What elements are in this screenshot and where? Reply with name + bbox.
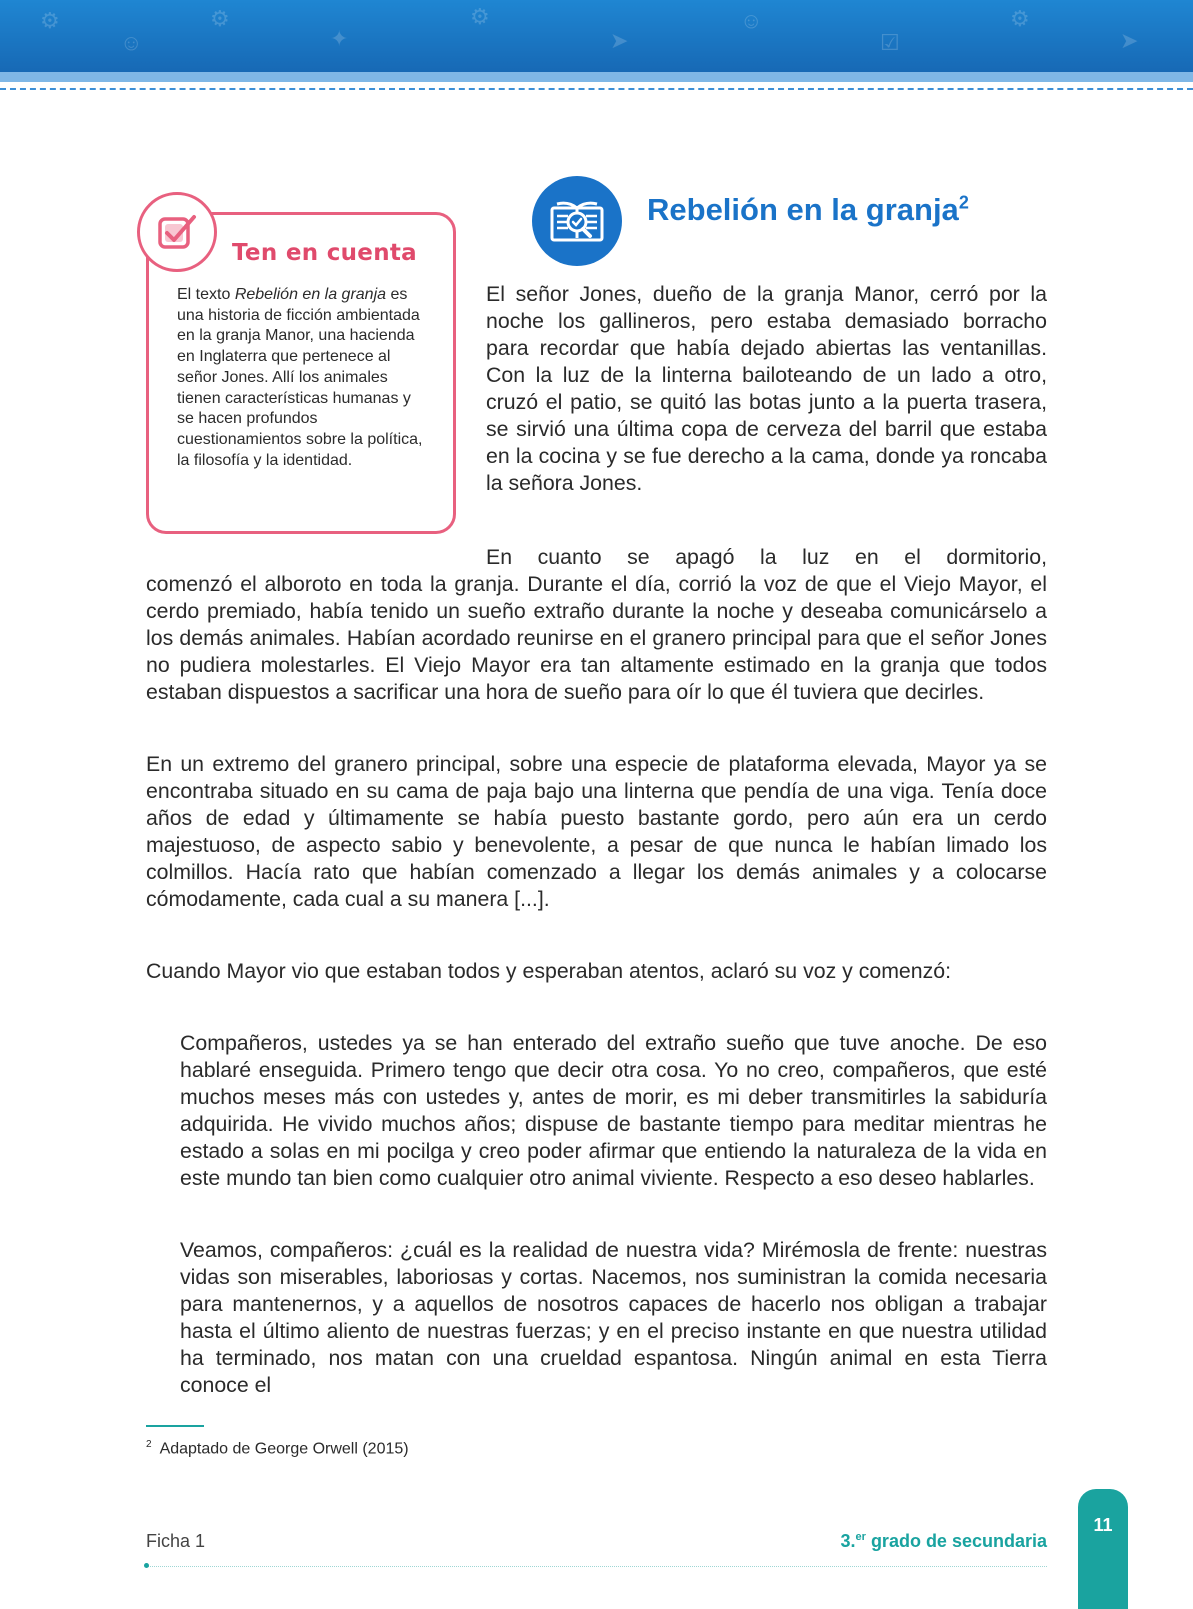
bulb-icon: ✦ bbox=[330, 26, 349, 51]
page-number: 11 bbox=[1093, 1515, 1113, 1535]
quote-paragraph-2: Veamos, compañeros: ¿cuál es la realidad de nuestra vida? Mirémosla de frente: nuestras vidas son miserables, laboriosas y cortas. Nacemos, nos suministran la comida necesaria para mantenernos, y a aquellos de nosotros capaces de hacerlo nos obligan a trabajar hasta el último aliento de nuestras fuerzas; y en el preciso instante en que nuestra utilidad ha terminado, nos matan con una crueldad espantosa. Ningún animal en esta Tierra conoce el bbox=[180, 1238, 1047, 1397]
paragraph-3: En un extremo del granero principal, sobre una especie de plataforma elevada, Mayor ya se encontraba situado en su cama de paja bajo una linterna que pendía de una viga. Tenía doce años de edad y últimamente se había puesto bastante gordo, pero aún era un cerdo majestuoso, de aspecto sabio y benevolente, a pesar de que nunca le habían limado los colmillos. Hacía rato que habían comenzado a llegar los demás animales y a colocarse cómodamente, cada cual a su manera [...]. bbox=[146, 752, 1047, 911]
paragraph-2-first-line: En cuanto se apagó la luz en el dormitorio, bbox=[486, 545, 1047, 569]
book-icon bbox=[532, 176, 622, 266]
smiley-icon: ☺ bbox=[120, 30, 143, 55]
checkbox-icon: ☑ bbox=[880, 30, 900, 55]
footnote-rule bbox=[146, 1425, 204, 1427]
paragraph-2: comenzó el alboroto en toda la granja. Durante el día, corrió la voz de que el Viejo Mayor, el cerdo premiado, había tenido un sueño extraño durante la noche y deseaba comunicárselo a los demás animales. Habían acordado reunirse en el granero principal para que el señor Jones no pudiera molestarles. El Viejo Mayor era tan altamente estimado en la granja que todos estaban dispuestos a sacrificar una hora de sueño para oír lo que él tuviera que decirles. bbox=[146, 572, 1047, 704]
smiley-icon: ☺ bbox=[740, 8, 763, 33]
gear-icon: ⚙ bbox=[210, 6, 230, 31]
page-number-tab bbox=[1078, 1489, 1128, 1609]
gear-icon: ⚙ bbox=[40, 8, 60, 33]
reading-title: Rebelión en la granja$^2$ bbox=[647, 192, 969, 227]
note-text: El texto Rebelión en la granja es una historia de ficción ambientada en la granja Manor, una hacienda en Inglaterra que pertenece al señor Jones. Allí los animales tienen características humanas y se hacen profundos cuestionamientos sobre la política, la filosofía y la identidad. bbox=[177, 286, 423, 469]
footer-divider bbox=[146, 1566, 1047, 1567]
gear-icon: ⚙ bbox=[470, 4, 490, 29]
footer-worksheet-label: Ficha 1 bbox=[146, 1531, 206, 1551]
quote-paragraph-1: Compañeros, ustedes ya se han enterado del extraño sueño que tuve anoche. De eso hablaré enseguida. Primero tengo que decir otra cosa. Yo no creo, compañeros, que esté muchos meses más con ustedes y, antes de morir, es mi deber transmitirles la sabiduría adquirida. He vivido muchos años; dispuse de bastante tiempo para meditar mientras he estado a solas en mi pocilga y creo poder afirmar que entiendo la naturaleza de la vida en este mundo tan bien como cualquier otro animal viviente. Respecto a eso deseo hablarles. bbox=[180, 1031, 1047, 1190]
footnote: $^2$ Adaptado de George Orwell (2015) bbox=[146, 1439, 409, 1458]
note-title: Ten en cuenta bbox=[232, 240, 417, 266]
footer-dot bbox=[144, 1563, 149, 1568]
paragraph-4: Cuando Mayor vio que estaban todos y esperaban atentos, aclaró su voz y comenzó: bbox=[146, 959, 952, 983]
header-divider bbox=[0, 88, 1193, 90]
footer-grade-label: 3.$^{er}$ grado de secundaria bbox=[840, 1531, 1047, 1551]
checkbox-check-icon bbox=[137, 192, 217, 272]
header-strip bbox=[0, 72, 1193, 82]
cursor-icon: ➤ bbox=[610, 28, 629, 53]
cursor-icon: ➤ bbox=[1120, 28, 1139, 53]
header-band bbox=[0, 0, 1193, 72]
paragraph-1: El señor Jones, dueño de la granja Manor, cerró por la noche los gallineros, pero estaba demasiado borracho para recordar que había dejado abiertas las ventanillas. Con la luz de la linterna bailoteando de un lado a otro, cruzó el patio, se quitó las botas junto a la puerta trasera, se sirvió una última copa de cerveza del barril que estaba en la cocina y se fue derecho a la cama, donde ya roncaba la señora Jones. bbox=[486, 282, 1047, 495]
gear-icon: ⚙ bbox=[1010, 6, 1030, 31]
